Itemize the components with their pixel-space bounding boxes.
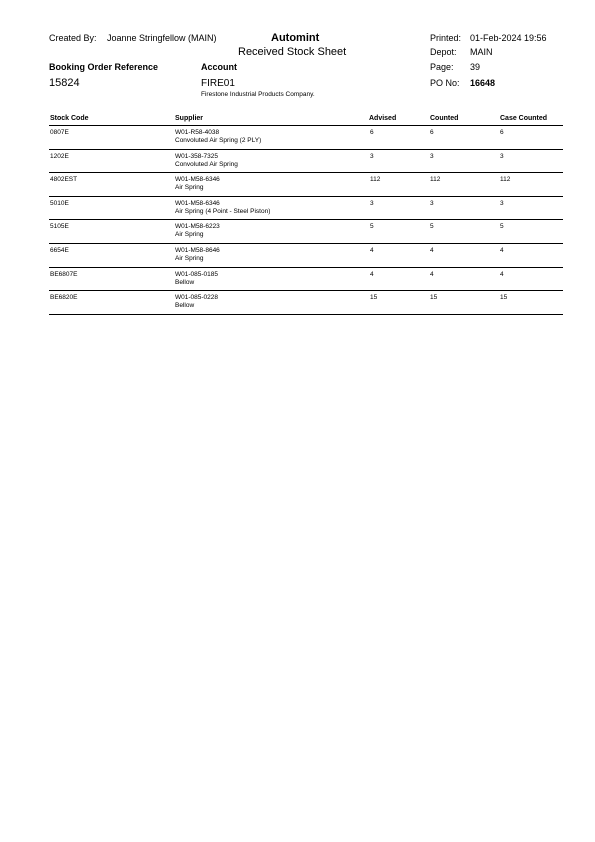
- stock-code: 6654E: [50, 246, 69, 254]
- counted: 15: [430, 294, 438, 302]
- advised: 3: [370, 152, 374, 160]
- stock-table: [49, 125, 563, 315]
- col-advised: Advised: [369, 115, 397, 122]
- account-name: Firestone Industrial Products Company.: [201, 91, 315, 98]
- case-counted: 4: [500, 246, 504, 254]
- printed-label: Printed:: [430, 33, 462, 43]
- case-counted: 3: [500, 152, 504, 160]
- table-row: [49, 172, 563, 196]
- po-value: 16648: [470, 78, 496, 88]
- supplier-code: W01-M58-8646: [175, 246, 220, 254]
- table-row: [49, 196, 563, 220]
- counted: 6: [430, 129, 434, 136]
- supplier-code: W01-085-0228: [175, 294, 218, 302]
- depot-value: MAIN: [470, 47, 493, 57]
- supplier-desc: Air Spring: [175, 254, 204, 262]
- col-case-counted: Case Counted: [500, 115, 548, 122]
- advised: 3: [370, 199, 374, 207]
- depot-label: Depot:: [430, 47, 457, 57]
- supplier-desc: Bellow: [175, 278, 195, 286]
- case-counted: 15: [500, 294, 508, 302]
- created-by-label: Created By:: [49, 33, 97, 43]
- booking-ref-value: 15824: [49, 77, 80, 89]
- supplier-code: W01-M58-6346: [175, 199, 220, 207]
- stock-code: BE6820E: [50, 294, 78, 302]
- stock-code: 0807E: [50, 129, 69, 136]
- counted: 4: [430, 246, 434, 254]
- supplier-code: W01-085-0185: [175, 270, 218, 278]
- col-supplier: Supplier: [175, 115, 204, 122]
- case-counted: 4: [500, 270, 504, 278]
- case-counted: 6: [500, 129, 504, 136]
- advised: 4: [370, 270, 374, 278]
- table-row: [49, 290, 563, 315]
- stock-code: BE6807E: [50, 270, 78, 278]
- counted: 4: [430, 270, 434, 278]
- advised: 5: [370, 223, 374, 231]
- case-counted: 3: [500, 199, 504, 207]
- table-row: [49, 219, 563, 243]
- counted: 112: [430, 176, 441, 184]
- table-row: [49, 267, 563, 291]
- case-counted: 5: [500, 223, 504, 231]
- po-label: PO No:: [430, 78, 460, 88]
- table-row: [49, 149, 563, 173]
- counted: 3: [430, 152, 434, 160]
- page-label: Page:: [430, 62, 454, 72]
- counted: 5: [430, 223, 434, 231]
- supplier-desc: Bellow: [175, 302, 195, 310]
- supplier-code: W01-M58-6223: [175, 223, 220, 231]
- table-row: [49, 125, 563, 149]
- account-value: FIRE01: [201, 78, 235, 89]
- company-name: Automint: [271, 32, 320, 44]
- table-row: [49, 243, 563, 267]
- advised: 6: [370, 129, 374, 136]
- supplier-desc: Air Spring: [175, 231, 204, 239]
- created-by-value: Joanne Stringfellow (MAIN): [107, 33, 217, 43]
- stock-code: 5010E: [50, 199, 69, 207]
- supplier-desc: Convoluted Air Spring (2 PLY): [175, 137, 262, 144]
- case-counted: 112: [500, 176, 511, 184]
- supplier-code: W01-M58-6346: [175, 176, 220, 184]
- table-header: [49, 115, 563, 125]
- supplier-code: W01-R58-4038: [175, 129, 220, 136]
- advised: 4: [370, 246, 374, 254]
- col-counted: Counted: [430, 115, 459, 122]
- supplier-desc: Convoluted Air Spring: [175, 160, 238, 168]
- advised: 112: [370, 176, 381, 184]
- col-stock-code: Stock Code: [50, 115, 89, 122]
- booking-ref-label: Booking Order Reference: [49, 62, 159, 72]
- stock-code: 4802EST: [50, 176, 78, 184]
- printed-value: 01-Feb-2024 19:56: [470, 33, 547, 43]
- advised: 15: [370, 294, 378, 302]
- supplier-code: W01-358-7325: [175, 152, 218, 160]
- stock-code: 1202E: [50, 152, 69, 160]
- supplier-desc: Air Spring: [175, 184, 204, 192]
- account-label: Account: [201, 62, 237, 72]
- report-title: Received Stock Sheet: [238, 46, 347, 58]
- stock-code: 5105E: [50, 223, 69, 231]
- counted: 3: [430, 199, 434, 207]
- supplier-desc: Air Spring (4 Point - Steel Piston): [175, 207, 271, 215]
- page-value: 39: [470, 62, 481, 72]
